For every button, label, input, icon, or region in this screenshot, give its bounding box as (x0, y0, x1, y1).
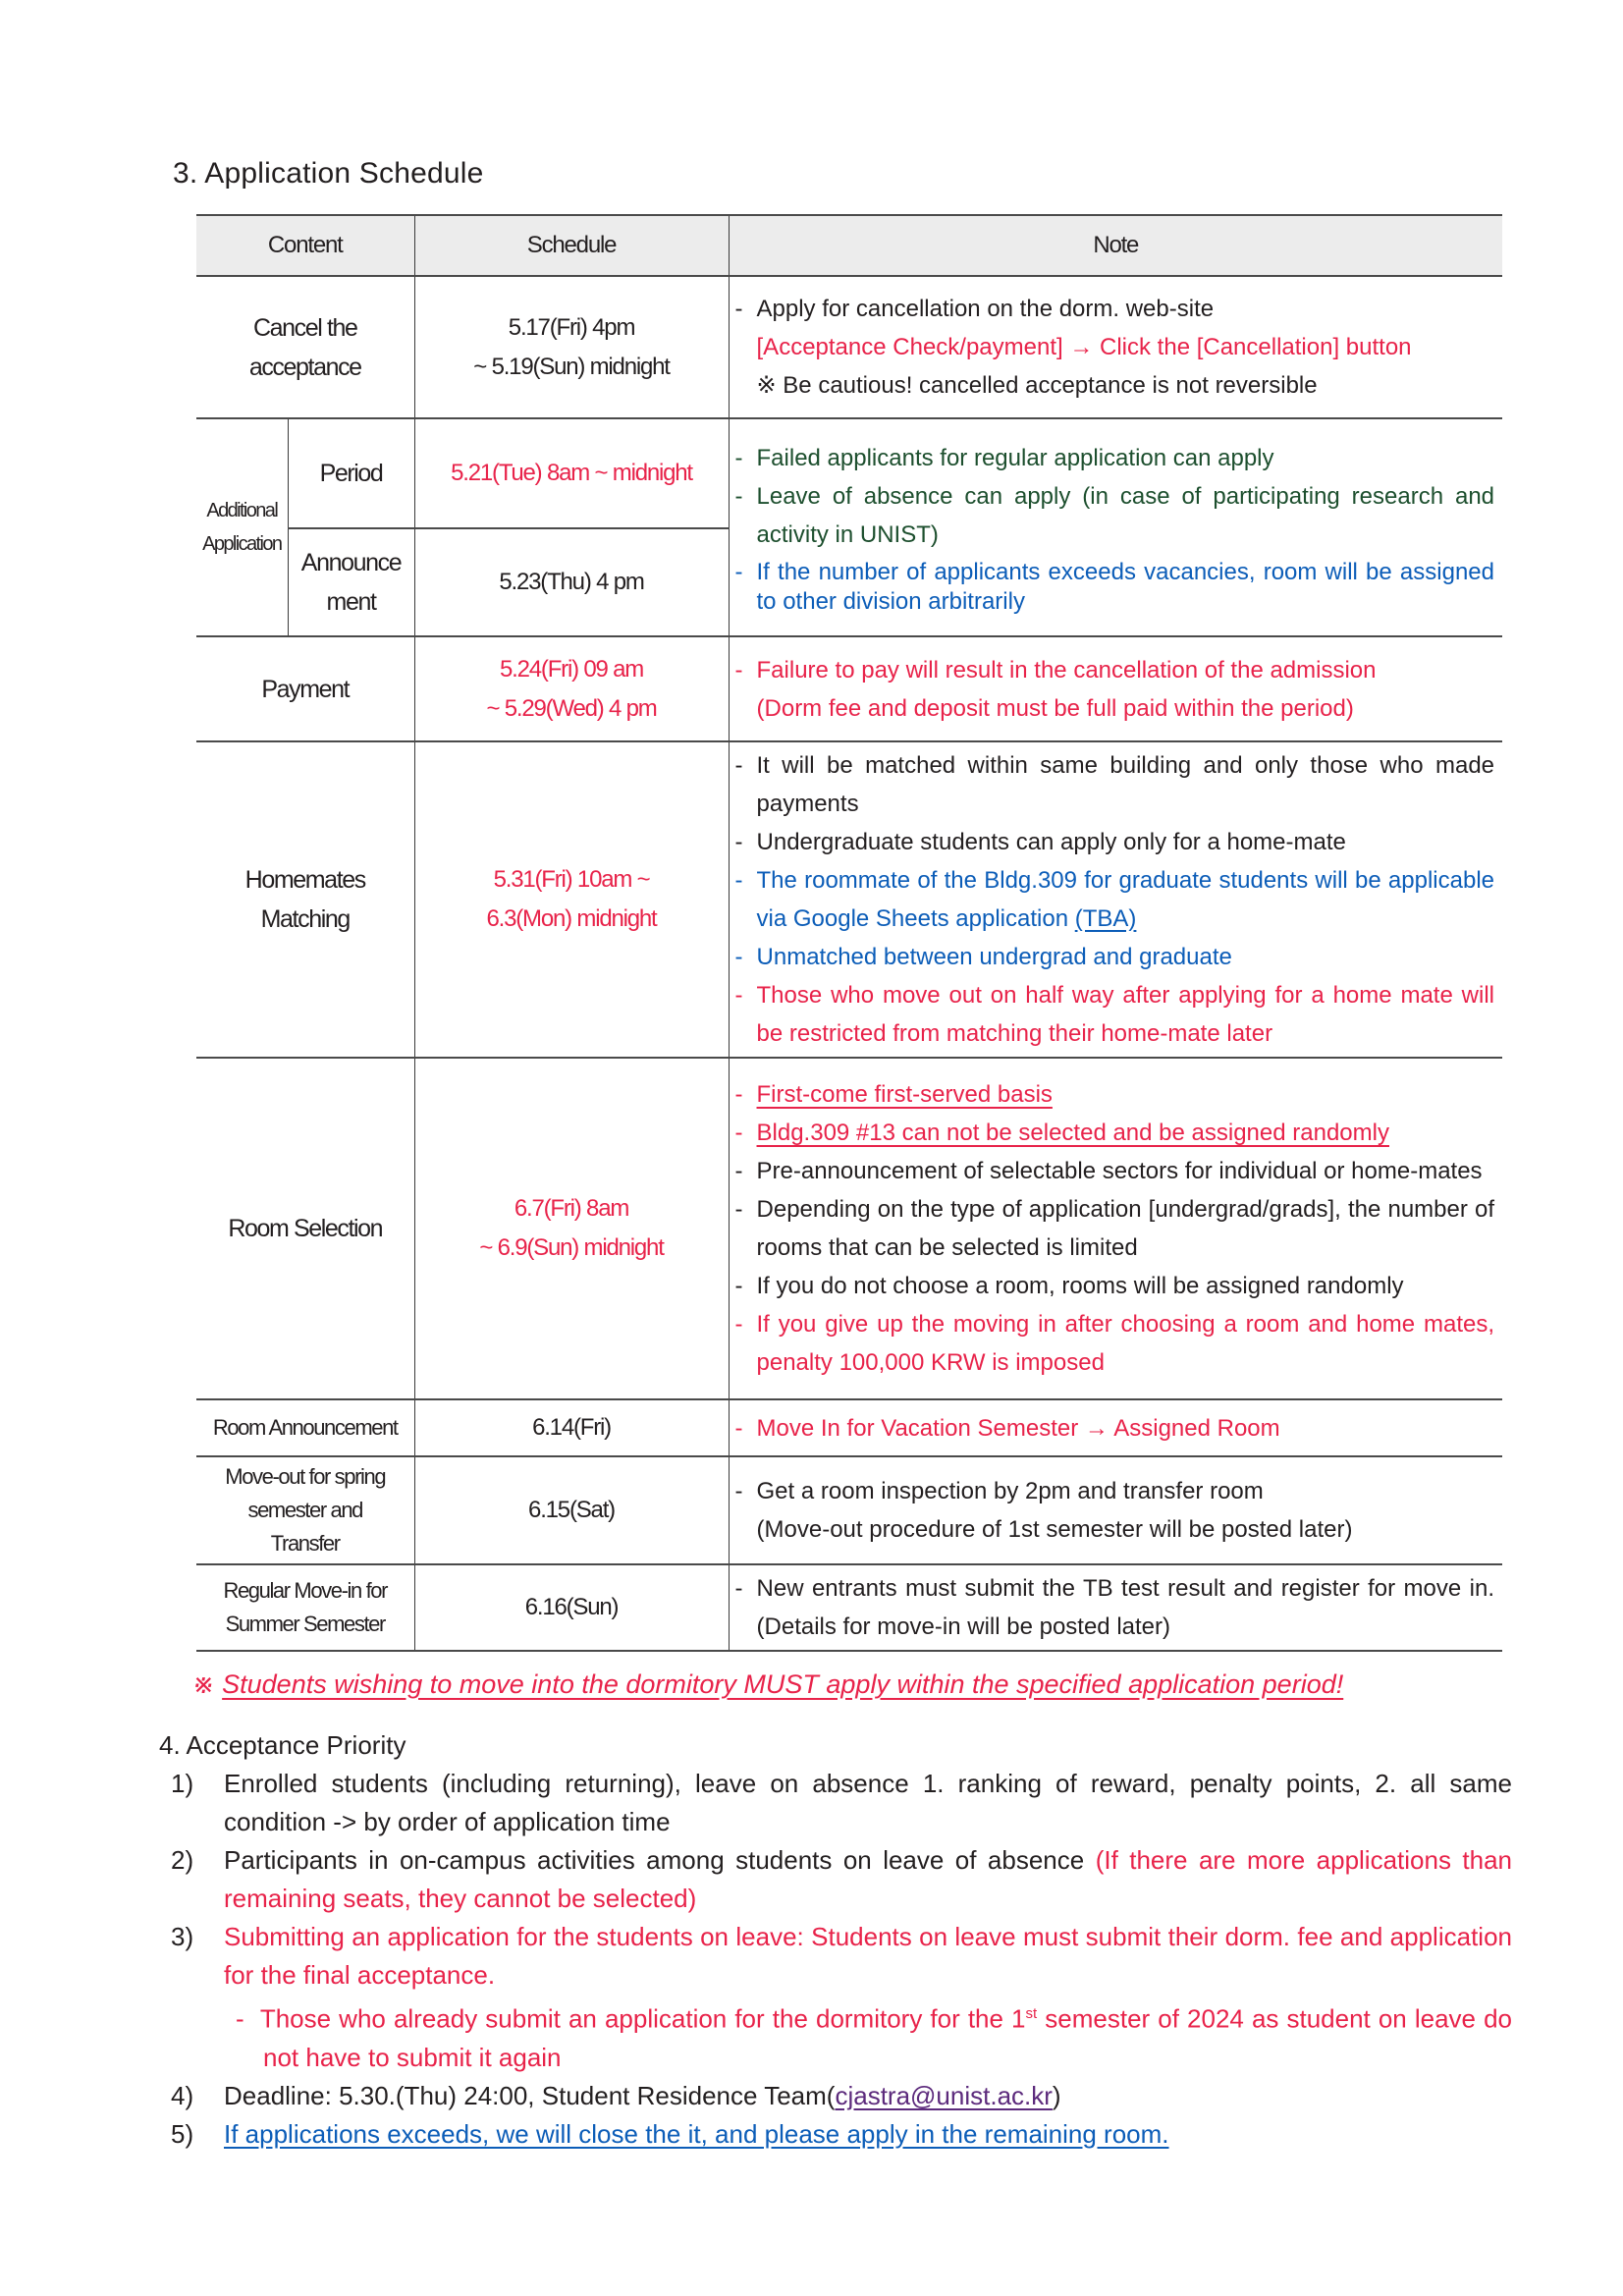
period-schedule: 5.21(Tue) 8am ~ midnight (414, 418, 729, 528)
table-row-move-out (196, 1456, 1502, 1564)
announcement-schedule: 5.23(Thu) 4 pm (414, 528, 729, 636)
table-row-additional-period (196, 418, 1502, 528)
regular-move-in-note: - New entrants must submit the TB test result and register for move in. (Details for move-in will be posted later) (729, 1564, 1502, 1651)
additional-application-label: Additional Application (196, 418, 288, 636)
homemates-schedule: 5.31(Fri) 10am ~ 6.3(Mon) midnight (414, 741, 729, 1058)
payment-content: Payment (196, 636, 414, 741)
move-out-schedule: 6.15(Sat) (414, 1456, 729, 1564)
homemates-content: Homemates Matching (196, 741, 414, 1058)
priority-item-1: 1) Enrolled students (including returning), leave on absence 1. ranking of reward, penalty points, 2. all same condition -> by order of application time (171, 1769, 1512, 1836)
application-period-warning: ※ Students wishing to move into the dormitory MUST apply within the specified application period! (192, 1669, 1344, 1699)
table-row-regular-move-in (196, 1564, 1502, 1651)
additional-note: - Failed applicants for regular application can apply - Leave of absence can apply (in case of participating research and activity in UNIST) - If the number of applicants exceeds vacancies, room will be assigned to other division arbitrarily (729, 418, 1502, 636)
reference-mark-icon: ※ (192, 1669, 215, 1699)
table-row-cancel (196, 276, 1502, 418)
payment-schedule: 5.24(Fri) 09 am ~ 5.29(Wed) 4 pm (414, 636, 729, 741)
table-row-room-selection (196, 1058, 1502, 1399)
cancel-content: Cancel the acceptance (196, 276, 414, 418)
priority-item-2: 2) Participants in on-campus activities among students on leave of absence (If there are more applications than remaining seats, they cannot be selected) (171, 1845, 1513, 1913)
priority-item-5: 5) If applications exceeds, we will close the it, and please apply in the remaining room. (171, 2118, 1169, 2149)
room-announcement-content: Room Announcement (196, 1399, 414, 1456)
email-link[interactable]: cjastra@unist.ac.kr (835, 2080, 1053, 2110)
move-out-content: Move-out for spring semester and Transfer (196, 1456, 414, 1564)
priority-item-4: 4) Deadline: 5.30.(Thu) 24:00, Student Residence Team(cjastra@unist.ac.kr) (171, 2080, 1061, 2110)
move-out-note: - Get a room inspection by 2pm and transfer room (Move-out procedure of 1st semester will be posted later) (729, 1456, 1502, 1564)
acceptance-priority-section (157, 1726, 1512, 2154)
room-announcement-note: - Move In for Vacation Semester → Assigned Room (729, 1399, 1502, 1456)
cancel-note: - Apply for cancellation on the dorm. web-site [Acceptance Check/payment] → Click the [Cancellation] button ※ Be cautious! cancelled acceptance is not reversible (729, 276, 1502, 418)
header-content: Content (196, 215, 414, 276)
room-announcement-schedule: 6.14(Fri) (414, 1399, 729, 1456)
room-selection-schedule: 6.7(Fri) 8am ~ 6.9(Sun) midnight (414, 1058, 729, 1399)
period-label: Period (288, 418, 414, 528)
room-selection-note: - First-come first-served basis - Bldg.309 #13 can not be selected and be assigned randomly - Pre-announcement of selectable sectors for individual or home-mates - Depending on the type of application [undergrad/grads], the number of rooms that can be selected is limited - If you do not choose a room, rooms will be assigned randomly - If you give up the moving in after choosing a room and home mates, penalty 100,000 KRW is imposed (729, 1058, 1502, 1399)
section-4-title: 4. Acceptance Priority (159, 1730, 406, 1760)
header-schedule: Schedule (414, 215, 729, 276)
payment-note: - Failure to pay will result in the cancellation of the admission (Dorm fee and deposit must be full paid within the period) (729, 636, 1502, 741)
application-schedule-table (196, 214, 1502, 1652)
regular-move-in-schedule: 6.16(Sun) (414, 1564, 729, 1651)
homemates-note: - It will be matched within same building and only those who made payments - Undergraduate students can apply only for a home-mate - The roommate of the Bldg.309 for graduate students will be applicable via Google Sheets application (TBA) - Unmatched between undergrad and graduate - Those who move out on half way after applying for a home mate will be restricted from matching their home-mate later (729, 741, 1502, 1058)
section-3-title: 3. Application Schedule (173, 157, 484, 190)
room-selection-content: Room Selection (196, 1058, 414, 1399)
header-note: Note (729, 215, 1502, 276)
regular-move-in-content: Regular Move-in for Summer Semester (196, 1564, 414, 1651)
remaining-room-link[interactable]: If applications exceeds, we will close the it, and please apply in the remaining room. (224, 2118, 1169, 2149)
tba-link[interactable]: (TBA) (1074, 905, 1137, 932)
cancel-schedule: 5.17(Fri) 4pm ~ 5.19(Sun) midnight (414, 276, 729, 418)
table-row-homemates (196, 741, 1502, 1058)
announcement-label: Announce ment (288, 528, 414, 636)
priority-item-3: 3) Submitting an application for the students on leave: Students on leave must submit their dorm. fee and application for the final acceptance. - Those who already submit an application for the dormitory for the 1st semester of 2024 as student on leave do not have to submit it again (157, 1918, 1512, 2077)
table-header-row (196, 215, 1502, 276)
table-row-payment (196, 636, 1502, 741)
priority-item-3-sub: - Those who already submit an application for the dormitory for the 1st semester of 2024 as student on leave do not have to submit it again (236, 2003, 1512, 2072)
table-row-room-announcement (196, 1399, 1502, 1456)
